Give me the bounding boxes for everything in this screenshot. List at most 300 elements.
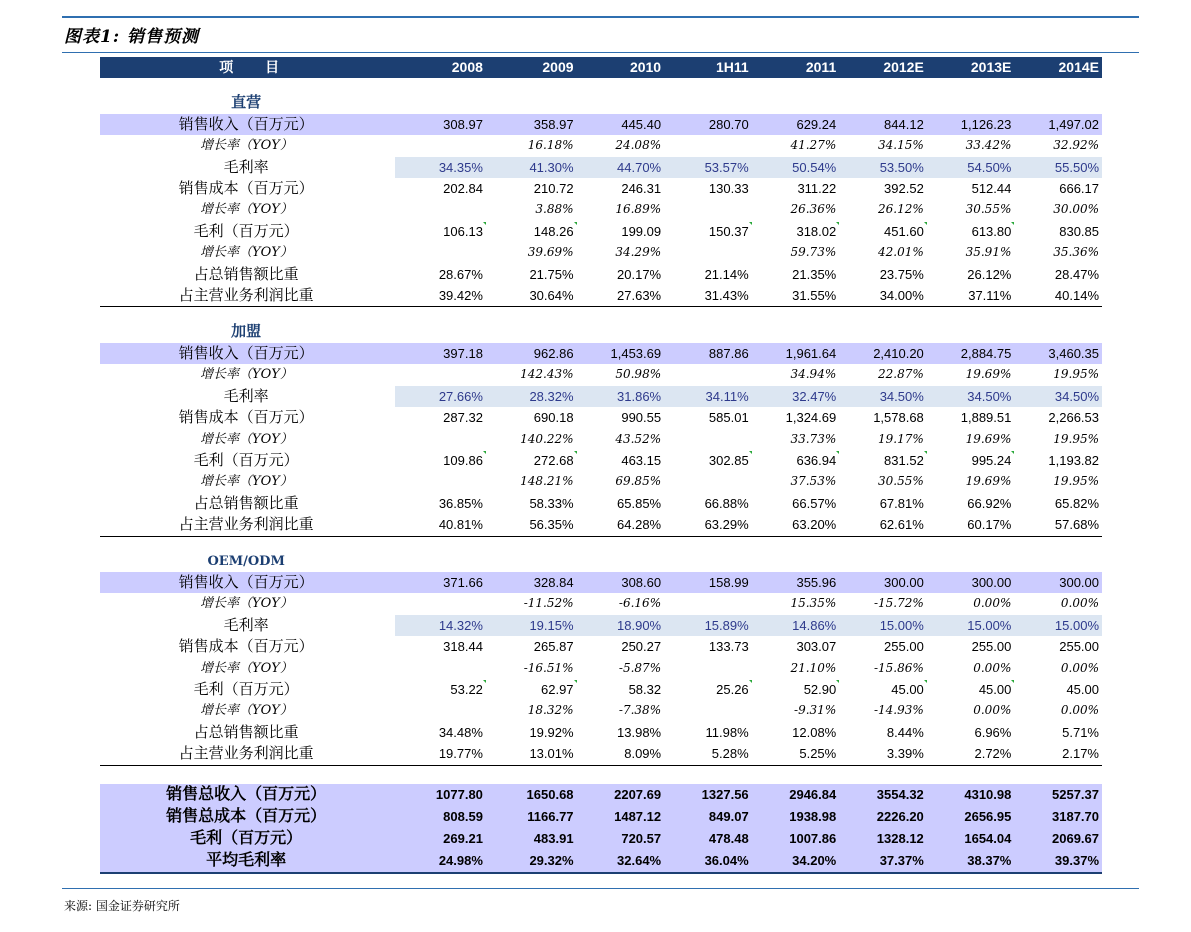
profit-growth-row-cell: 19.69%	[965, 474, 1012, 489]
profit-share-row-cell: 19.77%	[395, 743, 486, 765]
profit-growth-row-label	[100, 471, 395, 492]
profit-growth-row	[100, 700, 1102, 721]
revenue-growth-row-label-text: 增长率（YOY）	[200, 596, 293, 612]
revenue-growth-row-cell: 50.98%	[615, 367, 662, 382]
cost-row-cell: 1,889.51	[960, 410, 1012, 426]
cost-growth-row-label-text: 增长率（YOY）	[200, 660, 293, 676]
spacer-row-cell	[395, 78, 486, 92]
section-title-row-cell	[752, 321, 840, 342]
total-row	[100, 850, 1102, 873]
gross-margin-row-cell: 19.15%	[486, 615, 577, 636]
cost-growth-row-cell: 26.36%	[790, 202, 837, 217]
header-row	[100, 57, 1102, 78]
spacer-row-cell	[577, 765, 665, 784]
sales-share-row-cell: 20.17%	[617, 266, 662, 282]
revenue-row-cell: 358.97	[486, 114, 577, 135]
spacer-row-cell	[395, 307, 486, 322]
revenue-row-cell: 371.66	[395, 572, 486, 593]
cost-row-cell: 210.72	[533, 181, 574, 197]
profit-growth-row	[100, 242, 1102, 263]
section-title-row-cell	[839, 321, 927, 342]
cost-growth-row-cell	[395, 429, 486, 450]
sales-share-row-cell: 13.98%	[617, 724, 662, 740]
total-row-cell: 1654.04	[927, 828, 1015, 850]
gross-margin-row-cell: 53.50%	[839, 157, 927, 178]
cost-growth-row-label-text: 增长率（YOY）	[200, 202, 293, 218]
spacer-row-cell	[752, 307, 840, 322]
gross-profit-row-cell: 318.02	[752, 221, 840, 242]
cost-row	[100, 407, 1102, 428]
gross-margin-row-cell: 54.50%	[927, 157, 1015, 178]
cost-row-cell: 392.52	[884, 181, 924, 197]
revenue-growth-row-cell: 16.18%	[527, 138, 574, 153]
total-row-label: 销售总收入（百万元）	[100, 784, 395, 806]
cost-growth-row-cell: -16.51%	[523, 660, 574, 675]
spacer-row-cell	[839, 307, 927, 322]
cost-row-cell: 2,266.53	[1048, 410, 1099, 426]
section-title-row-label: OEM/ODM	[207, 553, 285, 569]
cost-growth-row-cell: 140.22%	[520, 431, 574, 446]
spacer-row-cell	[664, 765, 752, 784]
section-title-row	[100, 92, 1102, 113]
header-year: 2014E	[1014, 57, 1102, 78]
spacer-row-cell	[1014, 536, 1102, 551]
profit-growth-row-cell: -14.93%	[873, 703, 924, 718]
gross-margin-row-cell: 32.47%	[752, 386, 840, 407]
cost-growth-row-cell: -15.86%	[873, 660, 924, 675]
revenue-growth-row-cell	[395, 364, 486, 385]
table-body	[100, 78, 1102, 872]
cost-growth-row-cell: 26.12%	[878, 202, 924, 217]
sales-share-row	[100, 264, 1102, 285]
title-rule	[62, 52, 1139, 53]
profit-share-row	[100, 514, 1102, 536]
gross-profit-row	[100, 221, 1102, 242]
total-row-cell: 39.37%	[1014, 850, 1102, 873]
section-title-row-cell	[664, 92, 752, 113]
section-title-row-label: 直营	[231, 93, 262, 112]
cost-growth-row-cell: 30.00%	[1053, 202, 1099, 217]
total-row-cell: 34.20%	[752, 850, 840, 873]
revenue-growth-row-label	[100, 593, 395, 614]
revenue-row-cell: 280.70	[664, 114, 752, 135]
revenue-growth-row-cell: -6.16%	[618, 596, 662, 611]
spacer-row-cell	[577, 536, 665, 551]
cost-growth-row-cell: 33.73%	[790, 431, 837, 446]
sales-share-row-cell: 8.44%	[886, 724, 924, 740]
gross-margin-row-cell: 34.35%	[395, 157, 486, 178]
total-row-cell: 1166.77	[486, 806, 577, 828]
gross-profit-row-cell: 45.00	[927, 679, 1015, 700]
cost-row-cell: 255.00	[884, 639, 924, 655]
revenue-growth-row-cell: 0.00%	[973, 596, 1012, 611]
revenue-row-cell: 158.99	[664, 572, 752, 593]
section-title-row-cell	[395, 551, 486, 572]
sales-share-row-cell: 6.96%	[974, 724, 1012, 740]
gross-margin-row-label: 毛利率	[223, 387, 269, 405]
gross-margin-row	[100, 157, 1102, 178]
total-row-cell: 37.37%	[839, 850, 927, 873]
figure-title: 图表1: 销售预测	[64, 27, 200, 47]
revenue-growth-row-cell: 41.27%	[790, 138, 837, 153]
gross-margin-row-cell: 28.32%	[486, 386, 577, 407]
revenue-row-cell: 445.40	[577, 114, 665, 135]
revenue-growth-row-cell	[664, 364, 752, 385]
gross-margin-row-cell: 34.11%	[664, 386, 752, 407]
profit-share-row-cell: 5.25%	[752, 743, 840, 765]
spacer-row-cell	[486, 536, 577, 551]
profit-growth-row-label-text: 增长率（YOY）	[200, 245, 293, 261]
spacer-row-label	[100, 536, 395, 551]
revenue-growth-row-cell: 33.42%	[965, 138, 1012, 153]
cost-growth-row-cell: 3.88%	[535, 202, 574, 217]
gross-profit-row-cell: 148.26	[486, 221, 577, 242]
profit-growth-row-cell: 34.29%	[615, 245, 662, 260]
cost-growth-row-cell	[664, 199, 752, 220]
revenue-growth-row-label-text: 增长率（YOY）	[200, 367, 293, 383]
profit-share-row-cell: 63.29%	[664, 514, 752, 536]
profit-growth-row-cell: 37.53%	[790, 474, 837, 489]
gross-profit-row-cell: 1,193.82	[1048, 452, 1099, 468]
profit-growth-row-cell	[664, 242, 752, 263]
total-row-cell: 2207.69	[577, 784, 665, 806]
gross-profit-row-cell: 613.80	[927, 221, 1015, 242]
sales-share-row-cell: 12.08%	[792, 724, 837, 740]
sales-share-row-cell: 28.47%	[1054, 266, 1099, 282]
cost-row-cell: 303.07	[796, 639, 837, 655]
revenue-row-label: 销售收入（百万元）	[100, 343, 395, 364]
sales-share-row-cell: 5.71%	[1062, 724, 1099, 740]
gross-profit-row-cell: 58.32	[628, 681, 662, 697]
profit-growth-row-label-text: 增长率（YOY）	[200, 474, 293, 490]
cost-growth-row-cell: 19.69%	[965, 431, 1012, 446]
revenue-row-cell: 1,453.69	[577, 343, 665, 364]
cost-growth-row-cell	[664, 429, 752, 450]
revenue-row	[100, 114, 1102, 135]
total-row-cell: 1007.86	[752, 828, 840, 850]
spacer-row-cell	[395, 536, 486, 551]
profit-share-row-cell: 31.43%	[664, 285, 752, 307]
cost-growth-row-cell: 30.55%	[965, 202, 1012, 217]
revenue-row-label: 销售收入（百万元）	[100, 114, 395, 135]
total-row	[100, 784, 1102, 806]
revenue-row-cell: 397.18	[395, 343, 486, 364]
profit-growth-row-cell: 19.95%	[1053, 474, 1099, 489]
profit-share-row-cell: 40.14%	[1014, 285, 1102, 307]
revenue-growth-row	[100, 135, 1102, 156]
total-row-cell: 2069.67	[1014, 828, 1102, 850]
sales-share-row-cell: 65.82%	[1054, 495, 1099, 511]
sales-share-row-cell: 66.88%	[704, 495, 749, 511]
revenue-growth-row	[100, 593, 1102, 614]
spacer-row-label	[100, 307, 395, 322]
spacer-row-label	[100, 765, 395, 784]
spacer-row-cell	[839, 536, 927, 551]
profit-share-row-cell: 34.00%	[839, 285, 927, 307]
revenue-row-cell: 300.00	[927, 572, 1015, 593]
profit-growth-row-cell: 0.00%	[1060, 703, 1099, 718]
spacer-row-cell	[664, 78, 752, 92]
sales-share-row	[100, 493, 1102, 514]
revenue-growth-row-cell: 24.08%	[615, 138, 662, 153]
revenue-row-cell: 2,884.75	[927, 343, 1015, 364]
total-row-label: 销售总成本（百万元）	[100, 806, 395, 828]
section-title-row-cell	[1014, 551, 1102, 572]
spacer-row-cell	[1014, 765, 1102, 784]
revenue-row-cell: 887.86	[664, 343, 752, 364]
gross-profit-row-cell: 53.22	[395, 679, 486, 700]
spacer-row-cell	[664, 307, 752, 322]
section-title-row	[100, 551, 1102, 572]
spacer-row-cell	[1014, 307, 1102, 322]
cost-growth-row-cell: 19.17%	[878, 431, 924, 446]
gross-profit-row-cell: 109.86	[395, 450, 486, 471]
top-rule	[62, 16, 1139, 18]
total-row-label: 平均毛利率	[100, 850, 395, 873]
sales-share-row-cell: 66.92%	[967, 495, 1012, 511]
sales-share-row-cell: 67.81%	[879, 495, 924, 511]
total-row-cell: 38.37%	[927, 850, 1015, 873]
gross-profit-row-cell: 150.37	[664, 221, 752, 242]
footer-rule	[62, 888, 1139, 889]
gross-profit-row	[100, 450, 1102, 471]
sales-share-row-cell: 26.12%	[967, 266, 1012, 282]
gross-margin-row-cell: 14.86%	[752, 615, 840, 636]
revenue-growth-row-cell	[395, 593, 486, 614]
revenue-growth-row-label-text: 增长率（YOY）	[200, 138, 293, 154]
gross-profit-row-cell: 995.24	[927, 450, 1015, 471]
profit-growth-row-cell: 35.36%	[1053, 245, 1099, 260]
section-title-row	[100, 321, 1102, 342]
cost-growth-row-cell	[395, 658, 486, 679]
spacer-row-cell	[486, 78, 577, 92]
cost-growth-row-cell: 21.10%	[790, 660, 837, 675]
revenue-growth-row-cell: 15.35%	[790, 596, 837, 611]
profit-growth-row-cell	[395, 700, 486, 721]
profit-growth-row-cell: 35.91%	[965, 245, 1012, 260]
cost-growth-row-cell: -5.87%	[618, 660, 662, 675]
gross-profit-row-cell: 45.00	[839, 679, 927, 700]
profit-growth-row-cell	[395, 471, 486, 492]
profit-share-row-cell: 63.20%	[752, 514, 840, 536]
revenue-growth-row-cell: -11.52%	[523, 596, 574, 611]
revenue-growth-row-cell: 19.95%	[1053, 367, 1099, 382]
gross-profit-row-cell: 62.97	[486, 679, 577, 700]
profit-share-row-cell: 30.64%	[486, 285, 577, 307]
profit-share-row-label: 占主营业务利润比重	[100, 514, 395, 536]
section-title-row-cell	[577, 551, 665, 572]
cost-growth-row-label	[100, 658, 395, 679]
revenue-growth-row-cell: 142.43%	[520, 367, 574, 382]
profit-growth-row-cell: 30.55%	[878, 474, 924, 489]
spacer-row-cell	[486, 765, 577, 784]
profit-growth-row-cell: 42.01%	[878, 245, 924, 260]
cost-row-cell: 130.33	[708, 181, 749, 197]
profit-growth-row-cell: 59.73%	[790, 245, 837, 260]
revenue-row-cell: 962.86	[486, 343, 577, 364]
header-year: 2010	[577, 57, 665, 78]
profit-share-row-cell: 62.61%	[839, 514, 927, 536]
total-row-cell: 1487.12	[577, 806, 665, 828]
sales-share-row-cell: 28.67%	[438, 266, 483, 282]
total-row-cell: 1327.56	[664, 784, 752, 806]
section-title-row-cell	[752, 92, 840, 113]
sales-share-row-cell: 21.35%	[792, 266, 837, 282]
spacer-row-cell	[752, 765, 840, 784]
revenue-growth-row-cell: 34.15%	[878, 138, 924, 153]
total-row	[100, 806, 1102, 828]
total-row-cell: 1650.68	[486, 784, 577, 806]
profit-growth-row-cell: 148.21%	[520, 474, 574, 489]
cost-row-cell: 690.18	[533, 410, 574, 426]
section-title-row-cell	[839, 92, 927, 113]
total-row-cell: 36.04%	[664, 850, 752, 873]
section-title-row-cell	[486, 321, 577, 342]
profit-share-row-cell: 5.28%	[664, 743, 752, 765]
cost-growth-row-cell: 0.00%	[1060, 660, 1099, 675]
gross-profit-row-cell: 831.52	[839, 450, 927, 471]
revenue-row-cell: 1,961.64	[752, 343, 840, 364]
revenue-row-cell: 300.00	[839, 572, 927, 593]
total-row-cell: 3554.32	[839, 784, 927, 806]
revenue-growth-row-cell: 0.00%	[1060, 596, 1099, 611]
sales-share-row-cell: 65.85%	[617, 495, 662, 511]
gross-margin-row	[100, 386, 1102, 407]
section-title-row-cell	[664, 321, 752, 342]
gross-margin-row-cell: 34.50%	[839, 386, 927, 407]
sales-share-row-cell: 19.92%	[529, 724, 574, 740]
cost-row	[100, 636, 1102, 657]
gross-margin-row-cell: 55.50%	[1014, 157, 1102, 178]
total-row-cell: 1328.12	[839, 828, 927, 850]
cost-row-cell: 250.27	[621, 639, 662, 655]
header-year: 2013E	[927, 57, 1015, 78]
cost-growth-row-cell: 0.00%	[973, 660, 1012, 675]
revenue-row-cell: 1,126.23	[927, 114, 1015, 135]
cost-row-cell: 1,578.68	[873, 410, 924, 426]
cost-row-cell: 585.01	[708, 410, 749, 426]
profit-growth-row-cell: 18.32%	[527, 703, 574, 718]
cost-growth-row-label-text: 增长率（YOY）	[200, 431, 293, 447]
profit-share-row-cell: 2.17%	[1014, 743, 1102, 765]
gross-margin-row-cell: 18.90%	[577, 615, 665, 636]
spacer-row-cell	[927, 307, 1015, 322]
cost-row-cell: 255.00	[1059, 639, 1099, 655]
gross-profit-row	[100, 679, 1102, 700]
profit-growth-row-label	[100, 242, 395, 263]
header-year: 2012E	[839, 57, 927, 78]
spacer-row-cell	[752, 536, 840, 551]
profit-growth-row-cell: 0.00%	[973, 703, 1012, 718]
total-row-cell: 478.48	[664, 828, 752, 850]
cost-growth-row	[100, 658, 1102, 679]
cost-growth-row-label	[100, 199, 395, 220]
cost-row-label: 销售成本（百万元）	[178, 638, 314, 656]
total-row-cell: 720.57	[577, 828, 665, 850]
cost-growth-row-cell	[395, 199, 486, 220]
cost-row-cell: 311.22	[797, 181, 837, 197]
profit-growth-row-cell	[395, 242, 486, 263]
total-row-cell: 4310.98	[927, 784, 1015, 806]
spacer-row-cell	[752, 78, 840, 92]
total-row-cell: 1077.80	[395, 784, 486, 806]
spacer-row-cell	[927, 765, 1015, 784]
sales-share-row-cell: 21.14%	[704, 266, 749, 282]
sales-share-row-cell: 23.75%	[879, 266, 924, 282]
cost-row-cell: 202.84	[443, 181, 483, 197]
section-title-row-cell	[927, 551, 1015, 572]
cost-growth-row	[100, 199, 1102, 220]
spacer-row-cell	[395, 765, 486, 784]
total-row-cell: 2656.95	[927, 806, 1015, 828]
cost-growth-row-cell: 43.52%	[615, 431, 662, 446]
sales-share-row-cell: 21.75%	[529, 266, 574, 282]
revenue-row	[100, 572, 1102, 593]
spacer-row-cell	[577, 307, 665, 322]
gross-margin-row-cell: 34.50%	[1014, 386, 1102, 407]
revenue-row-label: 销售收入（百万元）	[100, 572, 395, 593]
profit-share-row-label: 占主营业务利润比重	[100, 285, 395, 307]
revenue-growth-row	[100, 364, 1102, 385]
revenue-growth-row-label	[100, 364, 395, 385]
source-note: 来源: 国金证券研究所	[64, 899, 180, 913]
revenue-row-cell: 308.97	[395, 114, 486, 135]
revenue-row-cell: 300.00	[1014, 572, 1102, 593]
sales-share-row	[100, 722, 1102, 743]
profit-share-row-cell: 56.35%	[486, 514, 577, 536]
gross-profit-row-cell: 272.68	[486, 450, 577, 471]
profit-share-row-cell: 2.72%	[927, 743, 1015, 765]
sales-share-row-cell: 11.98%	[705, 724, 749, 740]
gross-margin-row-label: 毛利率	[223, 616, 269, 634]
spacer-row-label	[100, 78, 395, 92]
total-row-cell: 849.07	[664, 806, 752, 828]
profit-growth-row-cell: 39.69%	[527, 245, 574, 260]
cost-row-cell: 255.00	[971, 639, 1012, 655]
revenue-row-cell: 1,497.02	[1014, 114, 1102, 135]
section-title-row-cell	[486, 92, 577, 113]
cost-row-cell: 246.31	[621, 181, 662, 197]
sales-share-row-label: 占总销售额比重	[193, 494, 299, 512]
revenue-growth-row-cell: -15.72%	[873, 596, 924, 611]
profit-growth-row-label	[100, 700, 395, 721]
spacer-row-cell	[577, 78, 665, 92]
cost-row-cell: 1,324.69	[785, 410, 837, 426]
total-row-cell: 5257.37	[1014, 784, 1102, 806]
profit-share-row-cell: 3.39%	[839, 743, 927, 765]
revenue-growth-row-cell	[664, 135, 752, 156]
section-title-row-cell	[395, 92, 486, 113]
cost-growth-row-cell: 19.95%	[1053, 431, 1099, 446]
section-title-row-cell	[927, 92, 1015, 113]
gross-profit-row-cell: 45.00	[1066, 681, 1099, 697]
total-row-cell: 32.64%	[577, 850, 665, 873]
profit-growth-row-cell	[664, 700, 752, 721]
section-title-row-label: 加盟	[231, 322, 262, 341]
spacer-row-cell	[1014, 78, 1102, 92]
cost-row-label: 销售成本（百万元）	[178, 409, 314, 427]
revenue-row-cell: 2,410.20	[839, 343, 927, 364]
section-title-row-cell	[752, 551, 840, 572]
gross-profit-row-cell: 830.85	[1059, 223, 1099, 239]
gross-margin-row-cell: 50.54%	[752, 157, 840, 178]
spacer-row	[100, 78, 1102, 92]
profit-growth-row-cell: 69.85%	[615, 474, 662, 489]
cost-row-cell: 666.17	[1059, 181, 1099, 197]
sales-share-row-cell: 34.48%	[438, 724, 483, 740]
total-row	[100, 828, 1102, 850]
sales-share-row-cell: 58.33%	[529, 495, 574, 511]
